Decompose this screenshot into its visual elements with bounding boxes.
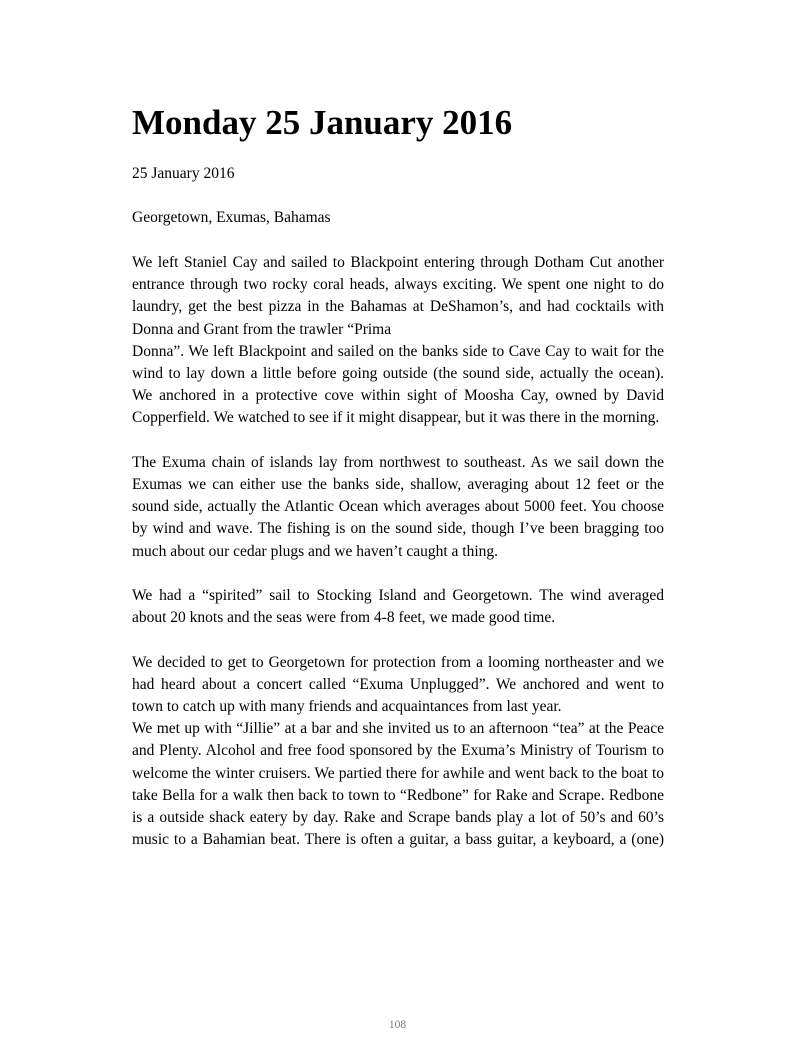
paragraph-line: We met up with “Jillie” at a bar and she invited us to an afternoon “tea” at the Peace and Plenty. Alcohol and free food sponsored by the Exuma’s Ministry of Tourism to welcome the winter cruisers. We partied there for awhile and went back to the boat to take Bella for a walk then back to town to “Redbone” for Rake and Scrape. Redbone is a outside shack eatery by day. Rake and Scrape bands play a lot of 50’s and 60’s music to a Bahamian beat. There is often a guitar, a bass guitar, a keyboard, a (one) bbox=[132, 720, 664, 849]
entry-location: Georgetown, Exumas, Bahamas bbox=[132, 209, 331, 226]
paragraph-4 bbox=[132, 652, 664, 852]
paragraph-line: Donna”. We left Blackpoint and sailed on the banks side to Cave Cay to wait for the wind to lay down a little before going outside (the sound side, actually the ocean). We anchored in a protective cove within sight of Moosha Cay, owned by David Copperfield. We watched to see if it might disappear, but it was there in the morning. bbox=[132, 342, 664, 427]
paragraph-3 bbox=[132, 585, 664, 629]
page-title: Monday 25 January 2016 bbox=[132, 103, 513, 142]
paragraph-1 bbox=[132, 252, 664, 430]
paragraph-line: We had a “spirited” sail to Stocking Island and Georgetown. The wind averaged about 20 knots and the seas were from 4-8 feet, we made good time. bbox=[132, 587, 664, 627]
page-number: 108 bbox=[388, 1019, 407, 1031]
paragraph-line: We decided to get to Georgetown for protection from a looming northeaster and we had heard about a concert called “Exuma Unplugged”. We anchored and went to town to catch up with many friends and acquaintances from last year. bbox=[132, 653, 664, 716]
paragraph-line: We left Staniel Cay and sailed to Blackpoint entering through Dotham Cut another entrance through two rocky coral heads, always exciting. We spent one night to do laundry, get the best pizza in the Bahamas at DeShamon’s, and had cocktails with Donna and Grant from the trawler “Prima bbox=[132, 254, 664, 338]
paragraph-line: The Exuma chain of islands lay from northwest to southeast. As we sail down the Exumas we can either use the banks side, shallow, averaging about 12 feet or the sound side, actually the Atlantic Ocean which averages about 5000 feet. You choose by wind and wave. The fishing is on the sound side, though I’ve been bragging too much about our cedar plugs and we haven’t caught a thing. bbox=[132, 453, 664, 560]
paragraph-2 bbox=[132, 452, 664, 563]
entry-date: 25 January 2016 bbox=[132, 165, 235, 182]
entry-body bbox=[132, 252, 664, 851]
